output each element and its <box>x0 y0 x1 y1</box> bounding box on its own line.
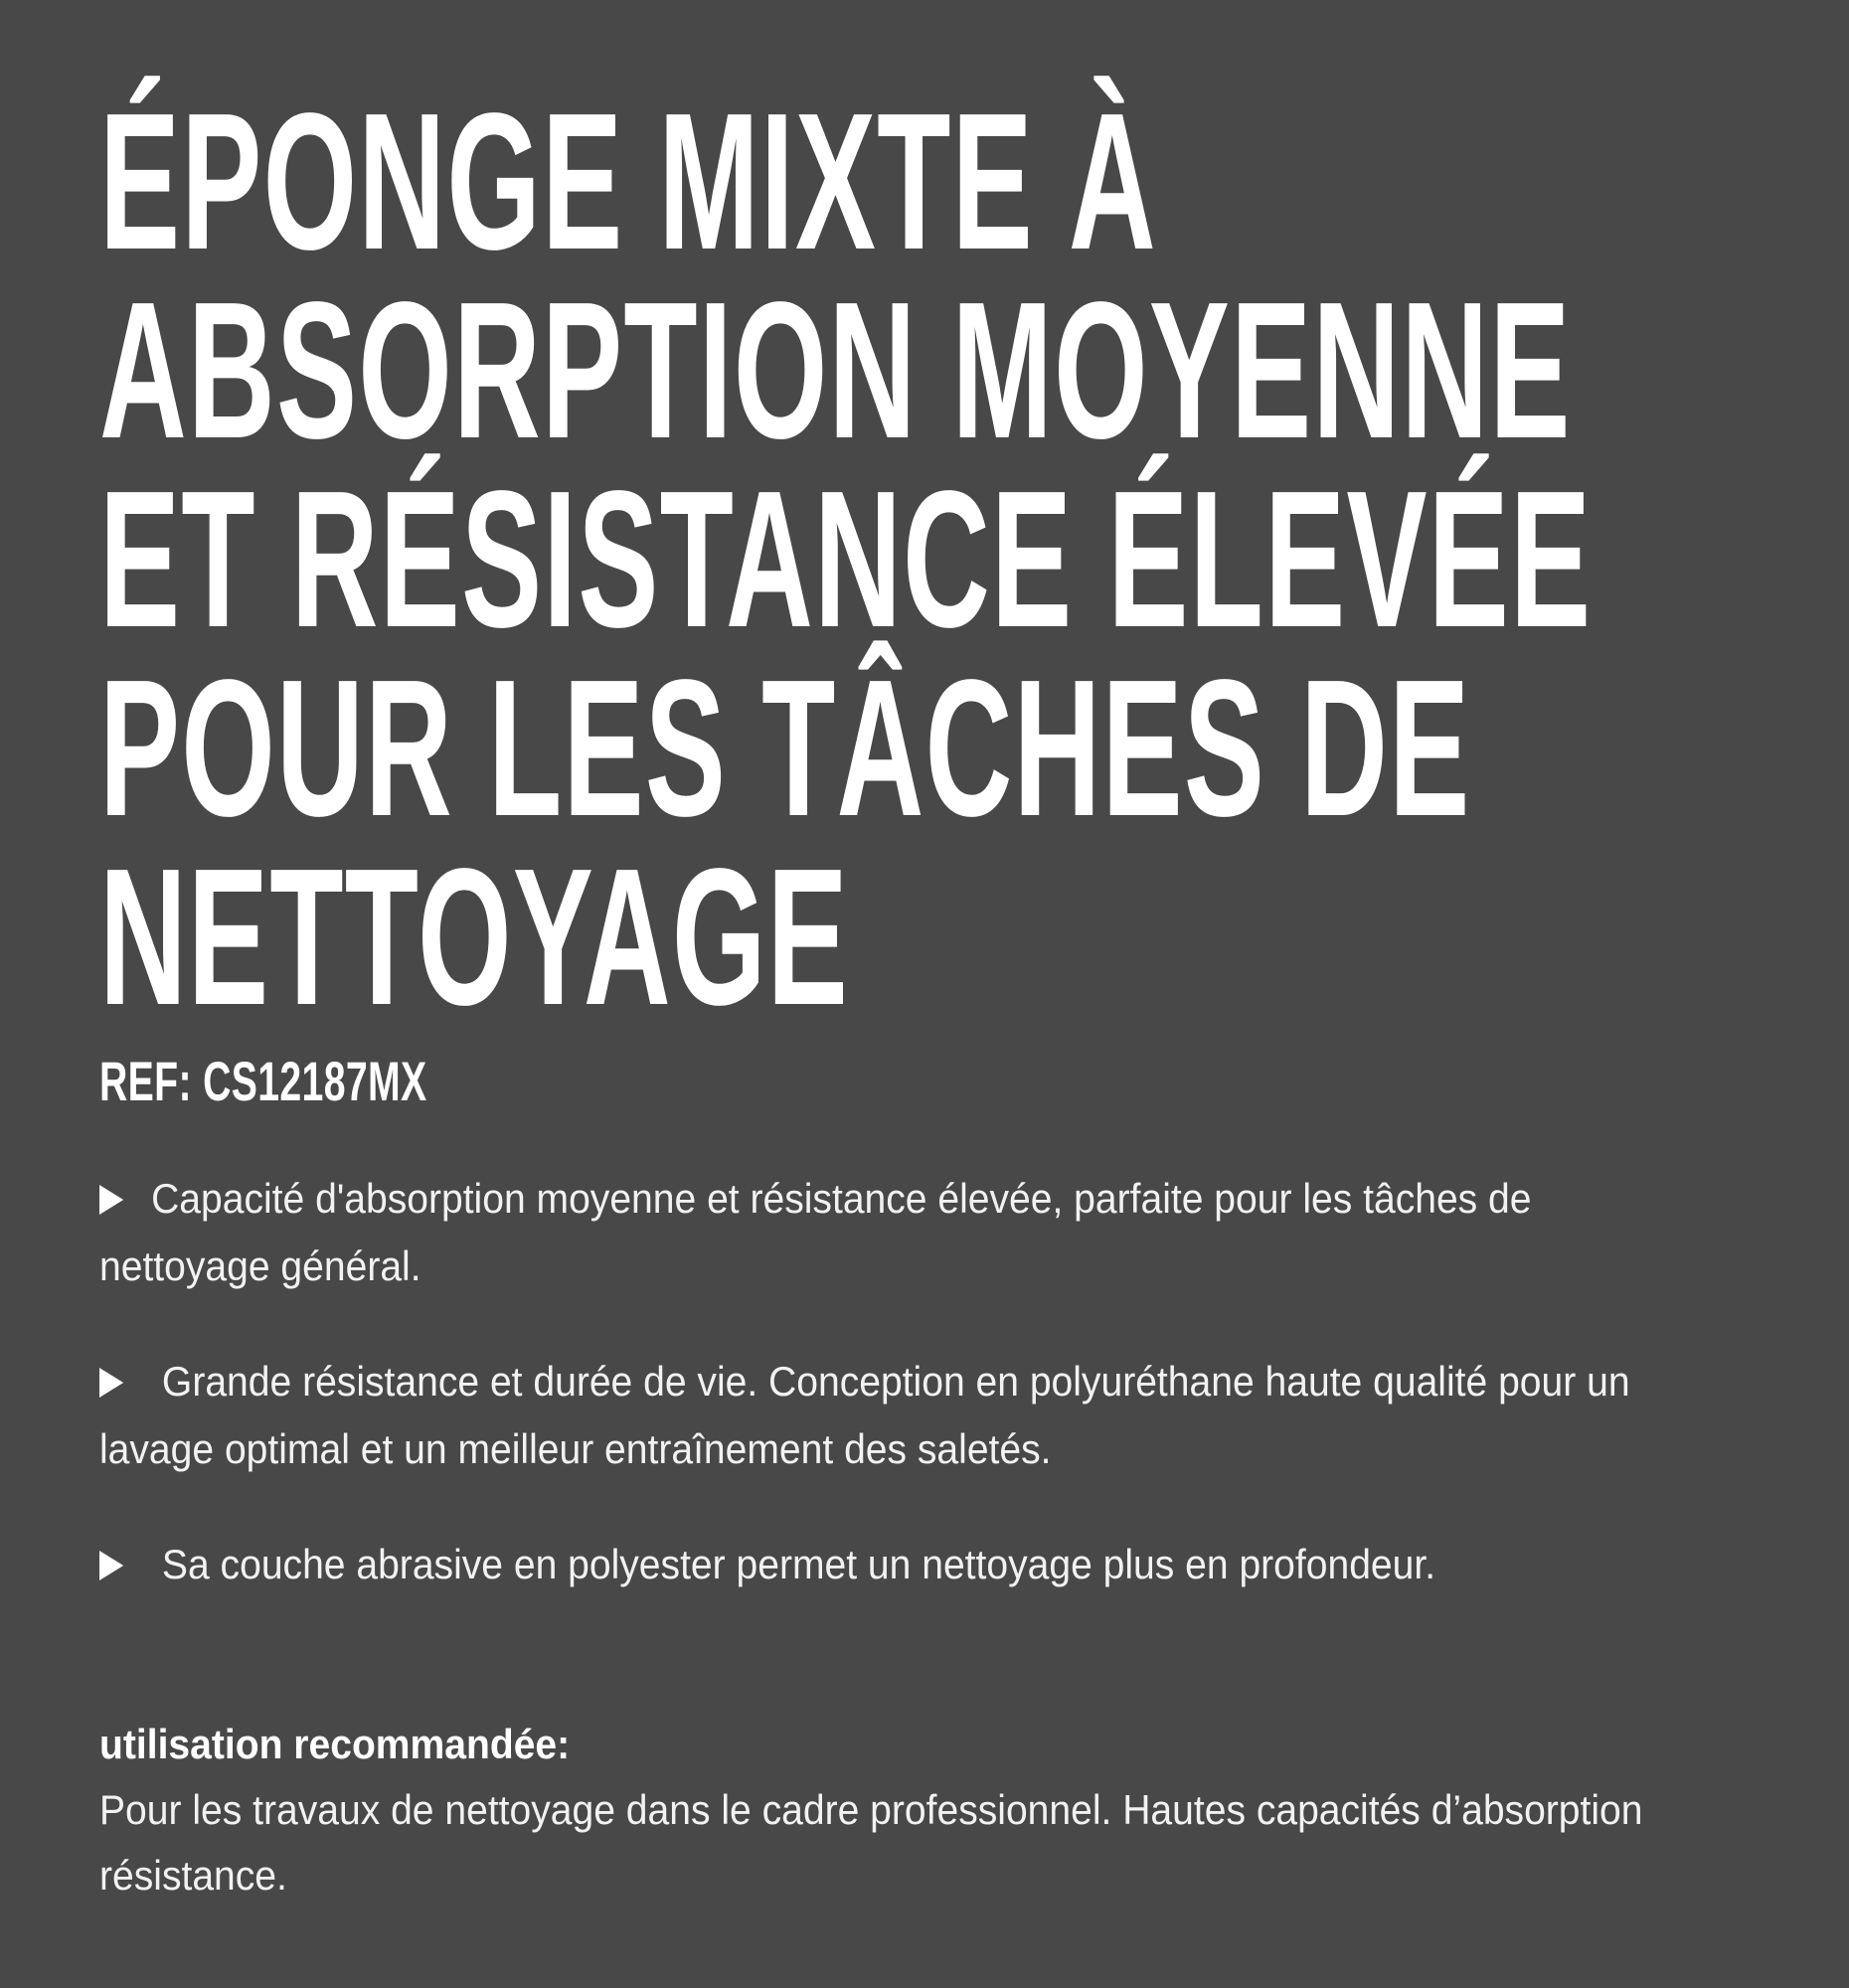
recommended-usage-label: utilisation recommandée: <box>99 1721 571 1767</box>
feature-item <box>99 1165 1710 1300</box>
product-title-line: NETTOYAGE <box>99 828 849 1046</box>
feature-text: Sa couche abrasive en polyester permet un nettoyage plus en profondeur. <box>151 1541 1436 1587</box>
product-title-line: ABSORPTION MOYENNE <box>99 261 1572 479</box>
product-title-line: ÉPONGE MIXTE À <box>99 73 1157 290</box>
triangle-bullet-icon <box>99 1551 123 1580</box>
triangle-bullet-icon <box>99 1368 123 1398</box>
product-title-line: POUR LES TÂCHES DE <box>99 639 1471 857</box>
feature-text: Capacité d'absorption moyenne et résistance élevée, parfaite pour les tâches de nettoyage général. <box>99 1175 1532 1289</box>
product-title-line: ET RÉSISTANCE ÉLEVÉE <box>99 450 1593 668</box>
feature-list <box>99 1165 1710 1646</box>
recommended-usage-description: Pour les travaux de nettoyage dans le cadre professionnel. Hautes capacités d’absorption résistance. <box>99 1786 1643 1899</box>
feature-item <box>99 1531 1710 1598</box>
feature-text: Grande résistance et durée de vie. Conception en polyuréthane haute qualité pour un lavage optimal et un meilleur entraînement des saletés. <box>99 1358 1630 1472</box>
product-reference: REF: CS12187MX <box>99 1050 427 1112</box>
feature-item <box>99 1348 1710 1483</box>
product-title <box>99 73 1593 1046</box>
recommended-usage <box>99 1712 1710 1908</box>
triangle-bullet-icon <box>99 1185 123 1215</box>
